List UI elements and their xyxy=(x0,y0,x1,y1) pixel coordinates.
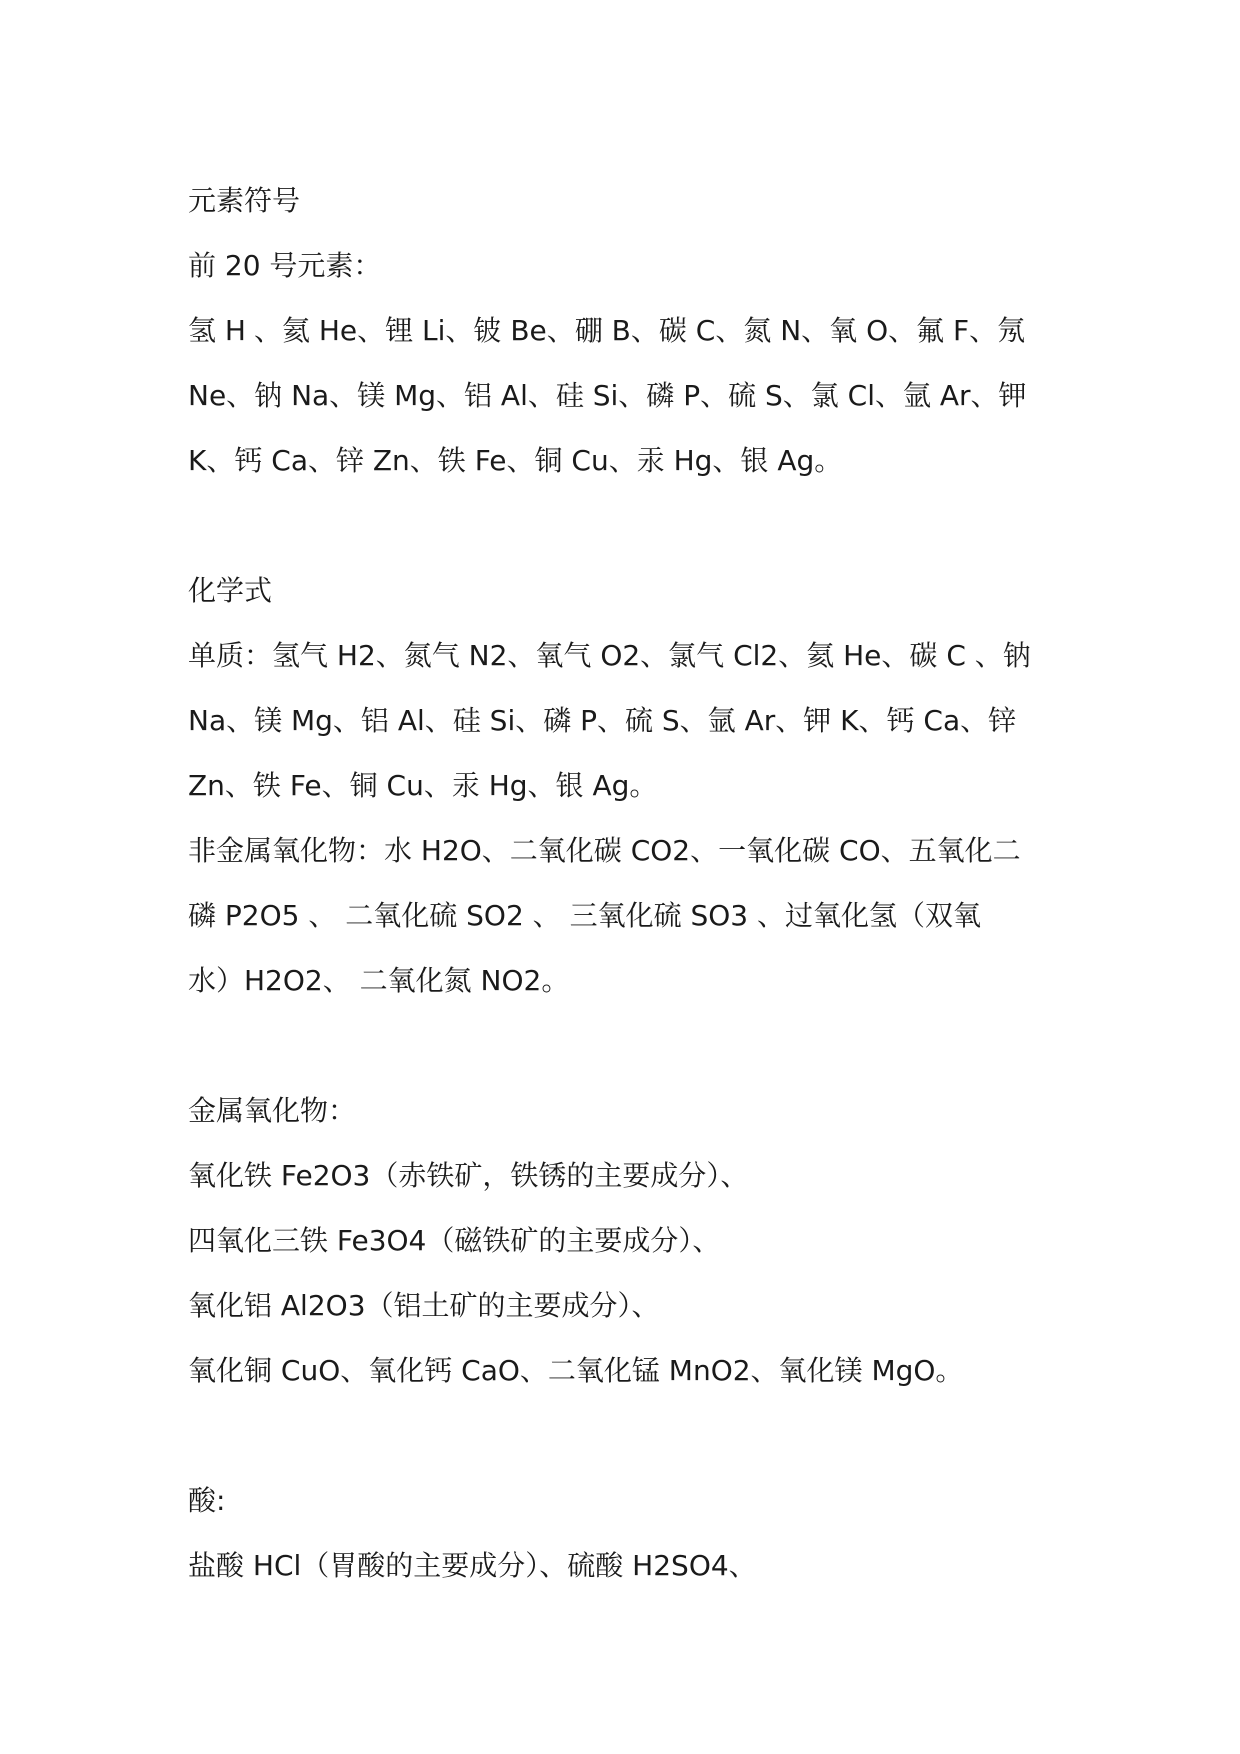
nonmetal-oxide-line-3: 水）H2O2、 二氧化氮 NO2。 xyxy=(188,964,570,997)
elements-line-1 xyxy=(188,298,1058,363)
simple-substance-line-1: 单质：氢气 H2、氮气 N2、氧气 O2、氯气 Cl2、氦 He、碳 C 、钠 xyxy=(188,639,1031,672)
metal-oxide-line-4: 氧化铜 CuO、氧化钙 CaO、二氧化锰 MnO2、氧化镁 MgO。 xyxy=(188,1354,964,1387)
document-page xyxy=(188,168,1058,1598)
paragraph-gap xyxy=(188,1013,1058,1078)
nonmetal-oxide-line-1: 非金属氧化物：水 H2O、二氧化碳 CO2、一氧化碳 CO、五氧化二 xyxy=(188,834,1021,867)
metal-oxide-line-2: 四氧化三铁 Fe3O4（磁铁矿的主要成分）、 xyxy=(188,1224,721,1257)
elements-line-1-part-b: 、氦 He、锂 Li、铍 Be、硼 B、碳 C、氮 N、氧 O、氟 F、氖 xyxy=(253,314,1026,347)
elements-line-1-part-a: 氢 H xyxy=(188,314,246,347)
section-heading-acids: 酸: xyxy=(188,1484,226,1517)
simple-substance-line-3: Zn、铁 Fe、铜 Cu、汞 Hg、银 Ag。 xyxy=(188,769,658,802)
metal-oxide-line-1: 氧化铁 Fe2O3（赤铁矿，铁锈的主要成分）、 xyxy=(188,1159,749,1192)
metal-oxide-line-3: 氧化铝 Al2O3（铝土矿的主要成分）、 xyxy=(188,1289,660,1322)
section-heading-formulas: 化学式 xyxy=(188,574,273,607)
elements-line-2: Ne、钠 Na、镁 Mg、铝 Al、硅 Si、磷 P、硫 S、氯 Cl、氩 Ar、钾 xyxy=(188,379,1027,412)
paragraph-gap xyxy=(188,1403,1058,1468)
nonmetal-oxide-line-2: 磷 P2O5 、 二氧化硫 SO2 、 三氧化硫 SO3 、过氧化氢（双氧 xyxy=(188,899,982,932)
subheading-first-20: 前 20 号元素： xyxy=(188,249,382,282)
simple-substance-line-2: Na、镁 Mg、铝 Al、硅 Si、磷 P、硫 S、氩 Ar、钾 K、钙 Ca、锌 xyxy=(188,704,1017,737)
acid-line-1: 盐酸 HCl（胃酸的主要成分）、硫酸 H2SO4、 xyxy=(188,1549,757,1582)
elements-line-3: K、钙 Ca、锌 Zn、铁 Fe、铜 Cu、汞 Hg、银 Ag。 xyxy=(188,444,843,477)
paragraph-gap xyxy=(188,493,1058,558)
section-heading-metal-oxides: 金属氧化物： xyxy=(188,1094,357,1127)
section-heading-elements: 元素符号 xyxy=(188,184,301,217)
